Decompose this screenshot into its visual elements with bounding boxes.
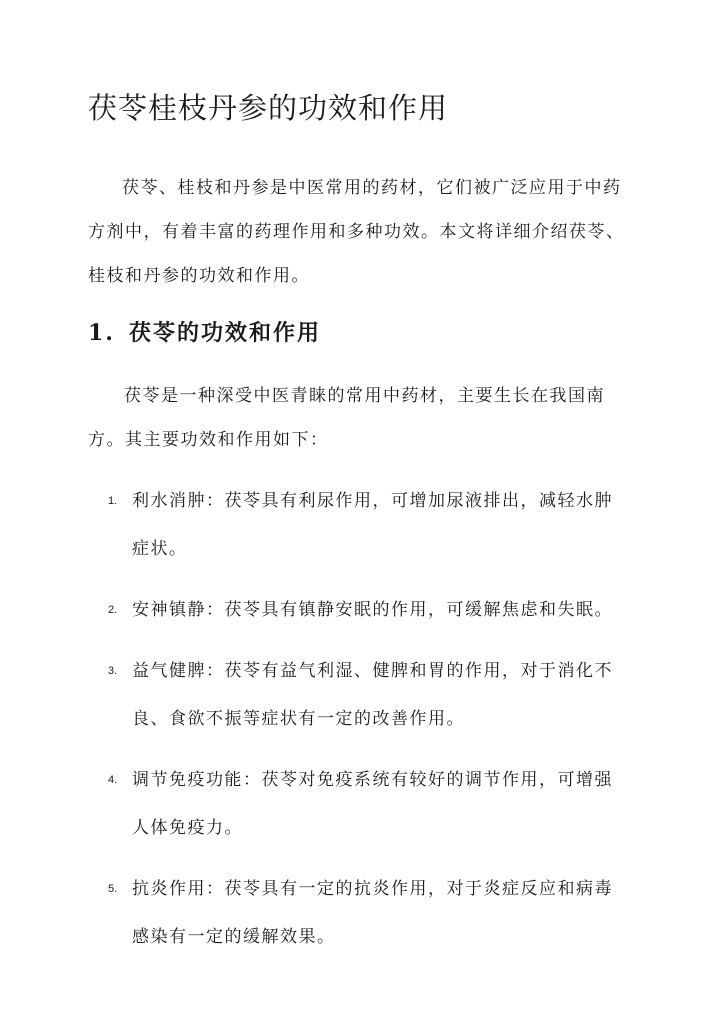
list-item-text: 抗炎作用：茯苓具有一定的抗炎作用，对于炎症反应和病毒感染有一定的缓解效果。	[132, 879, 613, 947]
list-item-number: 4.	[108, 774, 118, 786]
intro-paragraph: 茯苓、桂枝和丹参是中医常用的药材，它们被广泛应用于中药方剂中，有着丰富的药理作用和多种功效。本文将详细介绍茯苓、桂枝和丹参的功效和作用。	[88, 178, 625, 286]
list-item-number: 1.	[108, 495, 118, 507]
list-item-text: 益气健脾：茯苓有益气利湿、健脾和胃的作用，对于消化不良、食欲不振等症状有一定的改善作用。	[132, 661, 613, 729]
list-item	[108, 756, 628, 852]
list-item-number: 5.	[108, 883, 118, 895]
list-item-number: 3.	[108, 665, 118, 677]
list-item-number: 2.	[108, 604, 118, 616]
effects-list	[108, 477, 628, 974]
list-item	[108, 586, 628, 634]
page-title: 茯苓桂枝丹参的功效和作用	[88, 91, 449, 125]
list-item-text: 调节免疫功能：茯苓对免疫系统有较好的调节作用，可增强人体免疫力。	[132, 770, 613, 838]
list-item	[108, 865, 628, 961]
section-title-text: 茯苓的功效和作用	[128, 320, 321, 346]
list-item-text: 安神镇静：茯苓具有镇静安眠的作用，可缓解焦虑和失眠。	[132, 600, 613, 620]
list-item	[108, 477, 628, 573]
list-item	[108, 647, 628, 743]
section-number: 1.	[88, 320, 115, 346]
section-lead-paragraph: 茯苓是一种深受中医青睐的常用中药材，主要生长在我国南方。其主要功效和作用如下：	[88, 386, 605, 450]
section-heading	[88, 316, 321, 347]
list-item-text: 利水消肿：茯苓具有利尿作用，可增加尿液排出，减轻水肿症状。	[132, 491, 613, 559]
